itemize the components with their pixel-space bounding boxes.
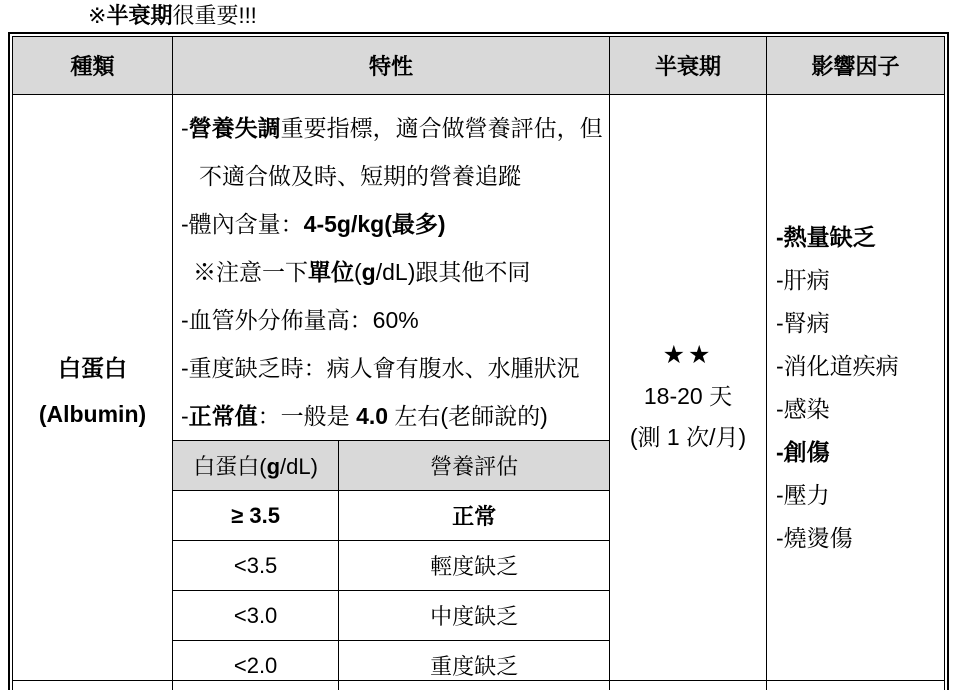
- albumin-kind-cell: [13, 95, 173, 681]
- factor-item: -熱量缺乏: [776, 223, 876, 250]
- table-header-row: [13, 37, 945, 95]
- factor-item: -感染: [776, 395, 830, 422]
- assessment-value: <3.0: [173, 591, 339, 641]
- next-row-factors-cell: [767, 681, 945, 690]
- half-life-stars: ★★: [662, 340, 714, 369]
- trait-line: -營養失調重要指標，適合做營養評估，但: [181, 115, 603, 141]
- column-header-factors: 影響因子: [767, 37, 945, 95]
- albumin-traits-cell: [173, 95, 610, 681]
- factor-item: -燒燙傷: [776, 524, 853, 551]
- assessment-value: ≥ 3.5: [173, 491, 339, 541]
- albumin-kind-name: 白蛋白: [58, 355, 127, 381]
- assessment-row: [173, 641, 609, 690]
- assessment-header-row: [173, 441, 609, 491]
- half-life-frequency: (測 1 次/月): [629, 423, 747, 450]
- next-row-kind-cell: [13, 681, 173, 690]
- albumin-factors-cell: [767, 95, 945, 681]
- factor-item: -壓力: [776, 481, 830, 508]
- factor-item: -腎病: [776, 309, 830, 336]
- albumin-traits-text: [173, 95, 609, 440]
- assessment-label: 中度缺乏: [339, 591, 609, 641]
- assessment-row: [173, 491, 609, 541]
- note-half-life-important: [88, 1, 257, 31]
- trait-line: -正常值：一般是 4.0 左右(老師說的): [181, 403, 548, 429]
- albumin-row: [13, 95, 945, 681]
- albumin-assessment-table: [173, 440, 609, 690]
- column-header-half-life: 半衰期: [610, 37, 767, 95]
- assessment-label: 輕度缺乏: [339, 541, 609, 591]
- assessment-label: 重度缺乏: [339, 641, 609, 690]
- albumin-traits-content: [173, 95, 609, 680]
- column-header-traits: 特性: [173, 37, 610, 95]
- factor-item: -創傷: [776, 438, 830, 465]
- albumin-half-life-cell: [610, 95, 767, 681]
- assessment-value: <2.0: [173, 641, 339, 690]
- assessment-header-label: 營養評估: [339, 441, 609, 491]
- note-marker: ※: [88, 3, 107, 28]
- assessment-value: <3.5: [173, 541, 339, 591]
- lab-values-table: [12, 36, 945, 690]
- trait-line: ※注意一下單位(g/dL)跟其他不同: [193, 259, 531, 285]
- next-row-half-life-cell: [610, 681, 767, 690]
- factor-item: -消化道疾病: [776, 352, 899, 379]
- assessment-row: [173, 591, 609, 641]
- lab-values-table-frame: [8, 32, 949, 690]
- half-life-days: 18-20 天: [643, 382, 733, 409]
- note-rest: 很重要!!!: [172, 3, 257, 28]
- albumin-kind-latin: (Albumin): [38, 401, 147, 427]
- column-header-kind: 種類: [13, 37, 173, 95]
- factor-item: -肝病: [776, 266, 830, 293]
- trait-line: -重度缺乏時：病人會有腹水、水腫狀況: [181, 355, 580, 381]
- assessment-row: [173, 541, 609, 591]
- assessment-label: 正常: [339, 491, 609, 541]
- note-emphasis: 半衰期: [106, 3, 173, 28]
- trait-line: -體內含量：4-5g/kg(最多): [181, 211, 446, 237]
- trait-line: -血管外分佈量高：60%: [181, 307, 419, 333]
- trait-line: 不適合做及時、短期的營養追蹤: [199, 163, 521, 189]
- assessment-header-value: 白蛋白(g/dL): [173, 441, 339, 491]
